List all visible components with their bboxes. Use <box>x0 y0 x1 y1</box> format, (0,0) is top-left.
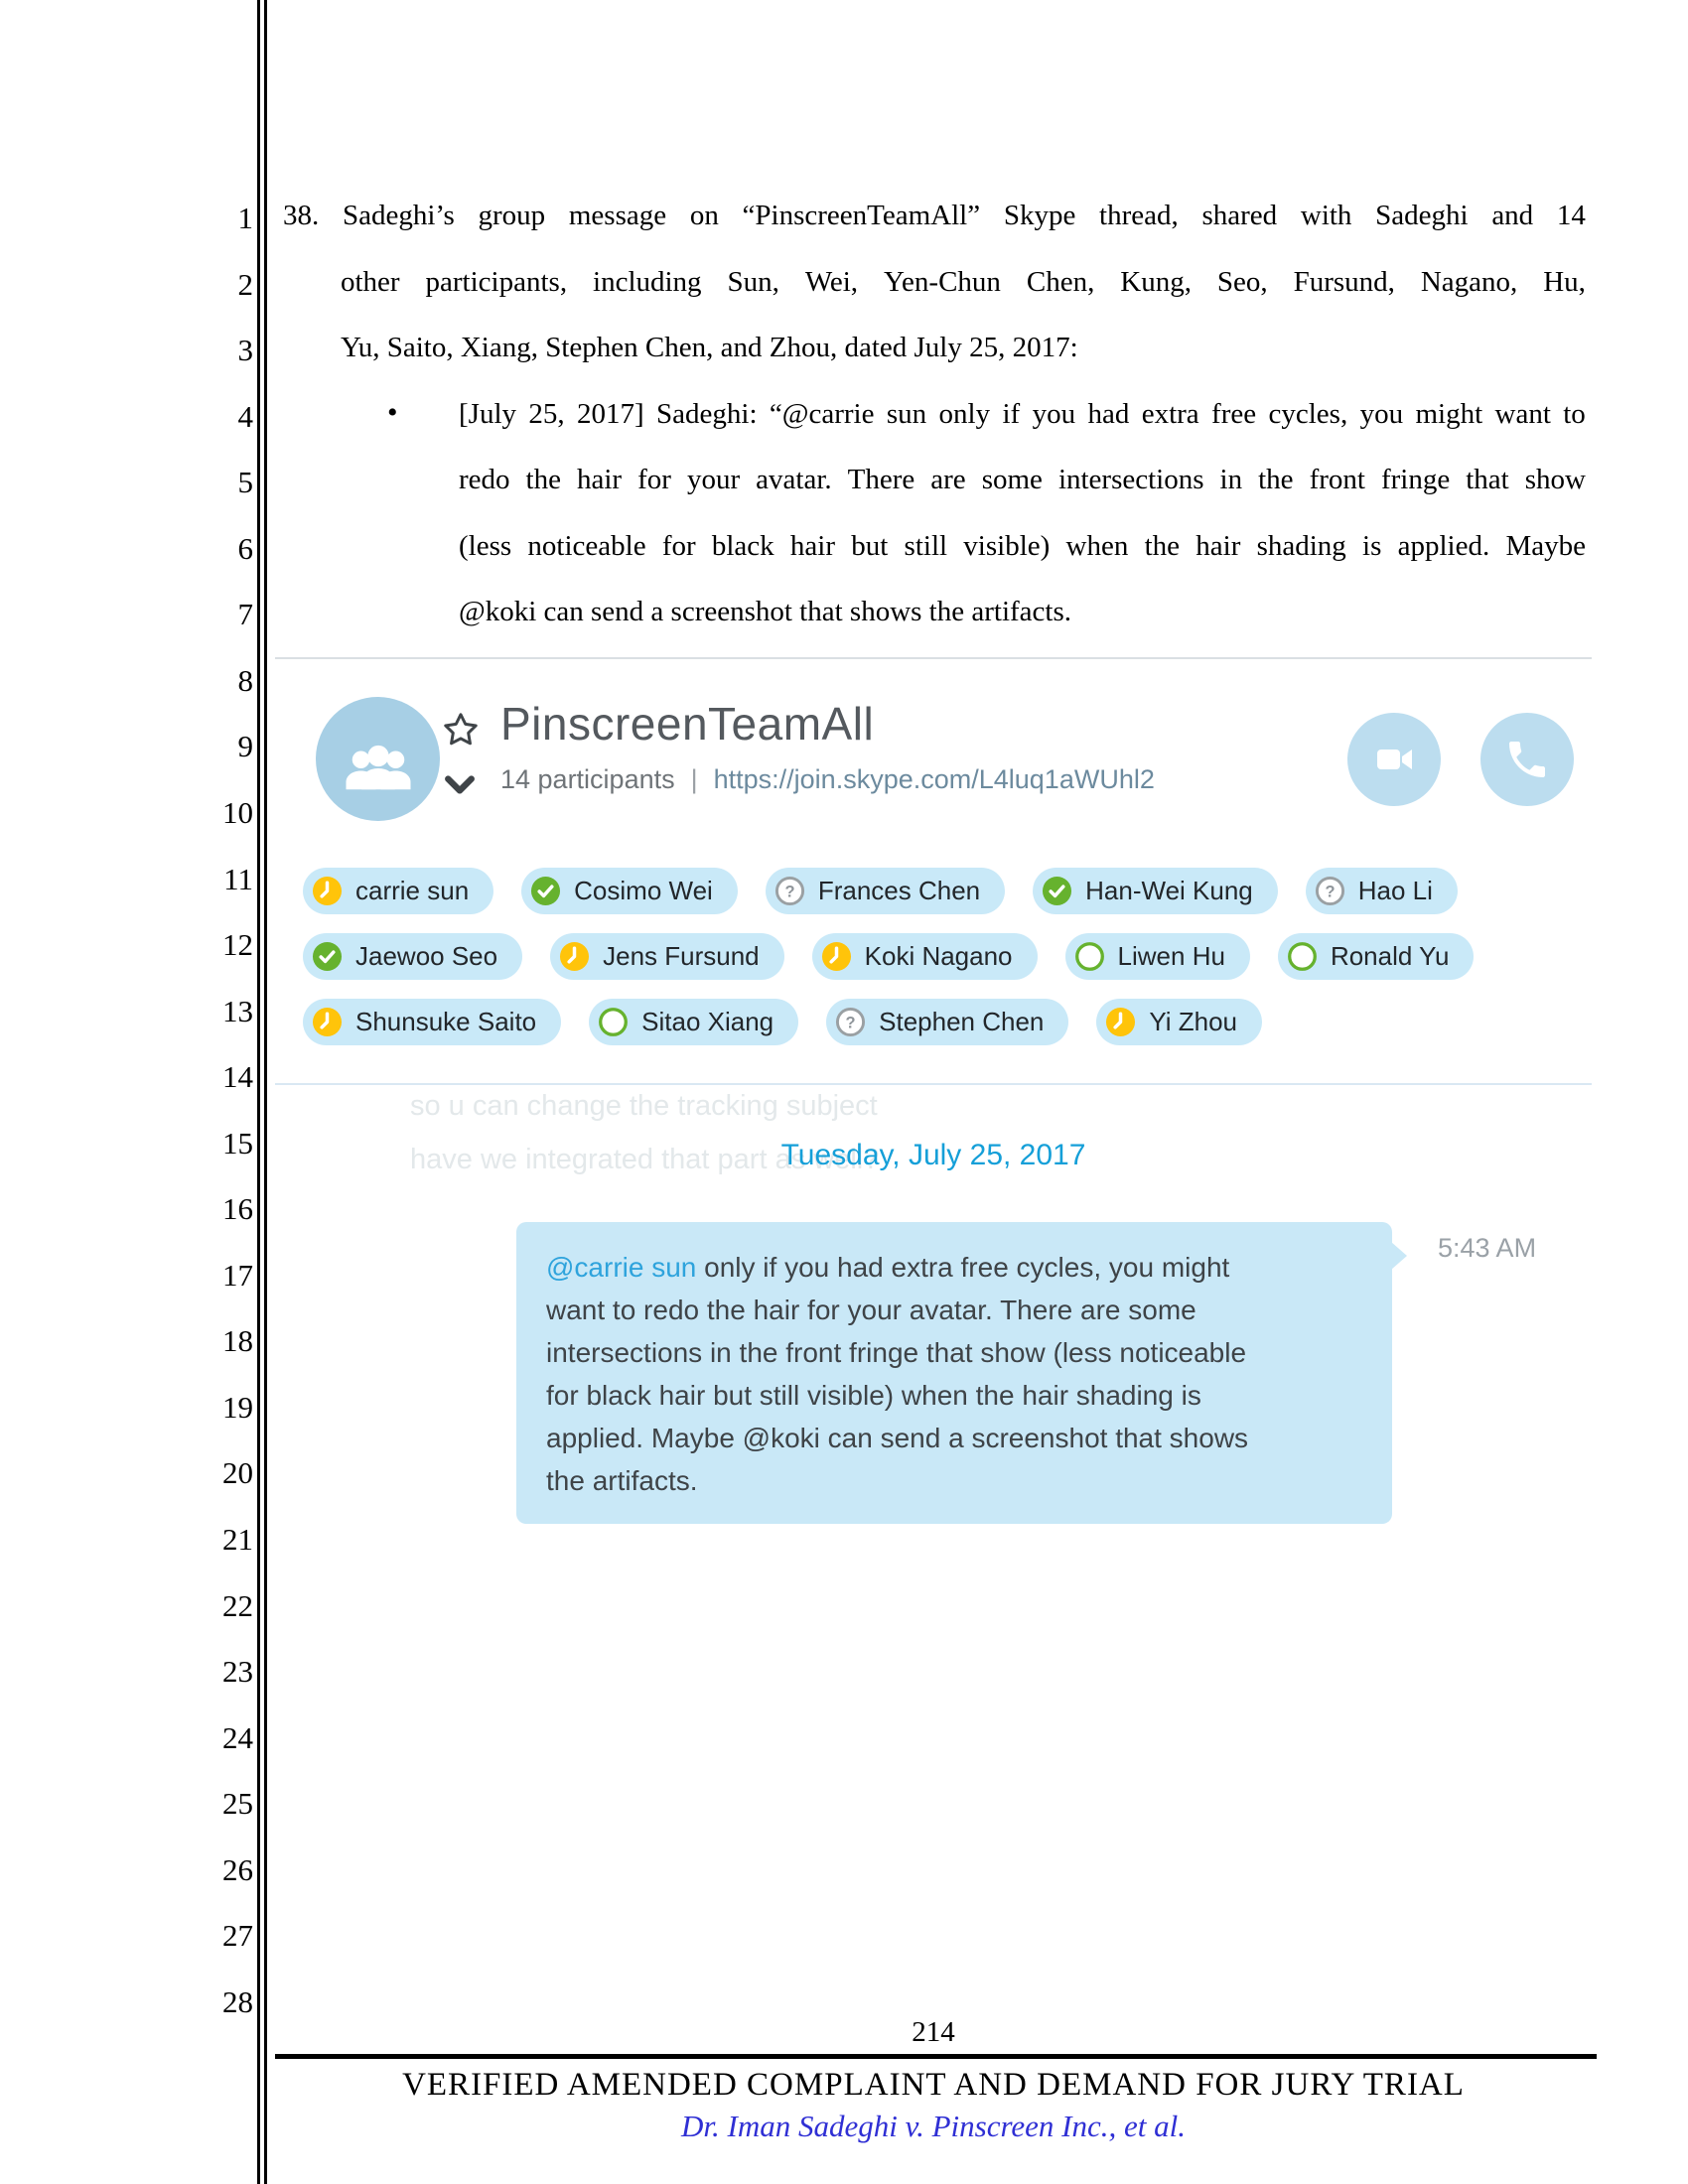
margin-rule-inner <box>264 0 267 2184</box>
message-line <box>546 1289 1362 1331</box>
line-number: 20 <box>222 1455 253 1491</box>
participant-name: Yi Zhou <box>1149 1007 1238 1036</box>
participant-chip[interactable] <box>303 933 522 980</box>
participant-name: Shunsuke Saito <box>355 1007 537 1036</box>
status-away-clock-icon <box>559 941 590 972</box>
message-segment: only if you had extra free cycles, you might <box>696 1252 1230 1283</box>
footer-title: VERIFIED AMENDED COMPLAINT AND DEMAND FOR JURY TRIAL <box>402 2067 1465 2103</box>
line-number: 17 <box>222 1257 253 1293</box>
message-segment: intersections in the front fringe that show (less noticeable <box>546 1337 1247 1368</box>
line-number: 18 <box>222 1323 253 1359</box>
line-number: 6 <box>237 530 253 566</box>
bullet-quote-line: (less noticeable for black hair but still visible) when the hair shading is applied. Maybe <box>459 530 1586 562</box>
line-number: 19 <box>222 1389 253 1425</box>
participant-chip[interactable] <box>1306 868 1458 914</box>
participant-name: Jens Fursund <box>603 941 760 971</box>
svg-text:?: ? <box>1325 883 1336 901</box>
status-away-clock-icon <box>312 876 343 906</box>
line-number: 10 <box>222 794 253 830</box>
status-unknown-question-icon <box>835 1007 866 1037</box>
participant-chip-row <box>303 933 1501 980</box>
participant-name: Cosimo Wei <box>574 876 713 905</box>
chevron-down-icon[interactable] <box>444 774 476 796</box>
participant-chip[interactable] <box>1278 933 1475 980</box>
message-bubble <box>516 1222 1392 1524</box>
page-number: 214 <box>912 2016 955 2048</box>
svg-text:?: ? <box>845 1014 856 1032</box>
line-number: 28 <box>222 1983 253 2019</box>
participant-chip-row <box>303 868 1485 914</box>
status-online-ring-icon <box>598 1007 629 1037</box>
message-line <box>546 1417 1362 1459</box>
status-online-ring-icon <box>1287 941 1318 972</box>
faded-chat-line: so u can change the tracking subject <box>410 1090 878 1122</box>
participant-name: Koki Nagano <box>864 941 1013 971</box>
thread-title: PinscreenTeamAll <box>500 698 875 750</box>
line-number: 24 <box>222 1719 253 1755</box>
line-number: 16 <box>222 1191 253 1227</box>
line-number: 13 <box>222 993 253 1028</box>
message-line <box>546 1374 1362 1417</box>
status-online-ring-icon <box>1074 941 1105 972</box>
faded-chat-line: have we integrated that part as well? <box>410 1144 880 1175</box>
participant-name: Han-Wei Kung <box>1085 876 1253 905</box>
line-number: 12 <box>222 927 253 963</box>
group-avatar[interactable] <box>316 697 440 821</box>
status-unknown-question-icon <box>1315 876 1345 906</box>
line-number: 23 <box>222 1654 253 1690</box>
date-divider: Tuesday, July 25, 2017 <box>780 1139 1086 1171</box>
status-away-clock-icon <box>1105 1007 1136 1037</box>
message-line <box>546 1331 1362 1374</box>
subtitle-separator: | <box>690 764 698 794</box>
mention-link[interactable]: @carrie sun <box>546 1252 697 1283</box>
message-timestamp: 5:43 AM <box>1438 1233 1537 1263</box>
message-text <box>546 1246 1362 1502</box>
line-number: 1 <box>237 201 253 235</box>
line-number: 25 <box>222 1786 253 1822</box>
message-segment: want to redo the hair for your avatar. There are some <box>546 1295 1196 1325</box>
status-unknown-question-icon <box>774 876 805 906</box>
margin-rule-outer <box>257 0 260 2184</box>
message-segment: for black hair but still visible) when the hair shading is <box>546 1380 1201 1411</box>
line-number: 26 <box>222 1851 253 1887</box>
participant-name: carrie sun <box>355 876 470 905</box>
thread-subtitle <box>500 764 1155 795</box>
status-online-check-icon <box>312 941 343 972</box>
status-away-clock-icon <box>821 941 852 972</box>
line-number: 8 <box>237 662 253 698</box>
line-number: 5 <box>237 465 253 500</box>
line-number: 2 <box>237 266 253 302</box>
video-camera-icon <box>1370 736 1418 783</box>
case-caption: Dr. Iman Sadeghi v. Pinscreen Inc., et al. <box>681 2109 1186 2143</box>
line-number: 4 <box>237 398 253 434</box>
participant-chip[interactable] <box>303 999 561 1045</box>
participant-name: Stephen Chen <box>879 1007 1045 1036</box>
participant-name: Ronald Yu <box>1330 941 1450 971</box>
participant-chip[interactable] <box>521 868 738 914</box>
participant-chip[interactable] <box>550 933 784 980</box>
participant-name: Frances Chen <box>817 876 981 905</box>
video-call-button[interactable] <box>1347 713 1441 806</box>
line-number: 22 <box>222 1587 253 1623</box>
voice-call-button[interactable] <box>1480 713 1574 806</box>
bullet-quote-line: redo the hair for your avatar. There are some intersections in the front fringe that show <box>459 464 1586 495</box>
footer-rule <box>275 2054 1597 2059</box>
status-online-check-icon <box>1042 876 1072 906</box>
favorite-star-icon[interactable] <box>440 709 482 751</box>
join-link[interactable]: https://join.skype.com/L4luq1aWUhl2 <box>713 764 1155 794</box>
screenshot-top-divider <box>275 657 1592 659</box>
participant-chip[interactable] <box>1033 868 1278 914</box>
message-segment: applied. Maybe @koki can send a screenshot that shows <box>546 1423 1249 1453</box>
participant-name: Hao Li <box>1357 876 1433 905</box>
participant-chip[interactable] <box>303 868 493 914</box>
line-number: 21 <box>222 1522 253 1557</box>
line-number: 27 <box>222 1918 253 1954</box>
message-segment: the artifacts. <box>546 1465 698 1496</box>
bubble-tail <box>1391 1242 1407 1270</box>
participant-chip[interactable] <box>826 999 1068 1045</box>
people-group-icon <box>339 734 418 813</box>
line-number: 7 <box>237 597 253 632</box>
bullet-marker: • <box>387 396 398 429</box>
phone-icon <box>1503 736 1551 783</box>
participant-chip[interactable] <box>812 933 1038 980</box>
message-line <box>546 1459 1362 1502</box>
chips-bottom-divider <box>275 1083 1592 1085</box>
participant-chip-row <box>303 999 1290 1045</box>
participant-name: Jaewoo Seo <box>355 941 498 971</box>
status-online-check-icon <box>530 876 561 906</box>
svg-text:?: ? <box>784 883 795 901</box>
line-number: 11 <box>223 861 253 896</box>
participant-name: Liwen Hu <box>1117 941 1225 971</box>
paragraph-38-line: Yu, Saito, Xiang, Stephen Chen, and Zhou, dated July 25, 2017: <box>341 332 1078 363</box>
participants-count: 14 participants <box>500 764 675 794</box>
line-number: 15 <box>222 1125 253 1160</box>
bullet-quote-line: [July 25, 2017] Sadeghi: “@carrie sun only if you had extra free cycles, you might want to <box>459 398 1586 430</box>
paragraph-38-line: other participants, including Sun, Wei, Yen-Chun Chen, Kung, Seo, Fursund, Nagano, Hu, <box>341 266 1586 298</box>
bullet-quote-line: @koki can send a screenshot that shows the artifacts. <box>459 596 1072 627</box>
participant-name: Sitao Xiang <box>641 1007 774 1036</box>
participant-chip[interactable] <box>1065 933 1250 980</box>
participant-chip[interactable] <box>1096 999 1262 1045</box>
status-away-clock-icon <box>312 1007 343 1037</box>
participant-chip[interactable] <box>589 999 798 1045</box>
paragraph-38-line: 38. Sadeghi’s group message on “PinscreenTeamAll” Skype thread, shared with Sadeghi and 14 <box>283 200 1586 231</box>
line-number: 3 <box>237 333 253 368</box>
line-number: 14 <box>222 1059 253 1095</box>
message-line <box>546 1246 1362 1289</box>
participant-chip[interactable] <box>766 868 1005 914</box>
line-number: 9 <box>237 729 253 764</box>
